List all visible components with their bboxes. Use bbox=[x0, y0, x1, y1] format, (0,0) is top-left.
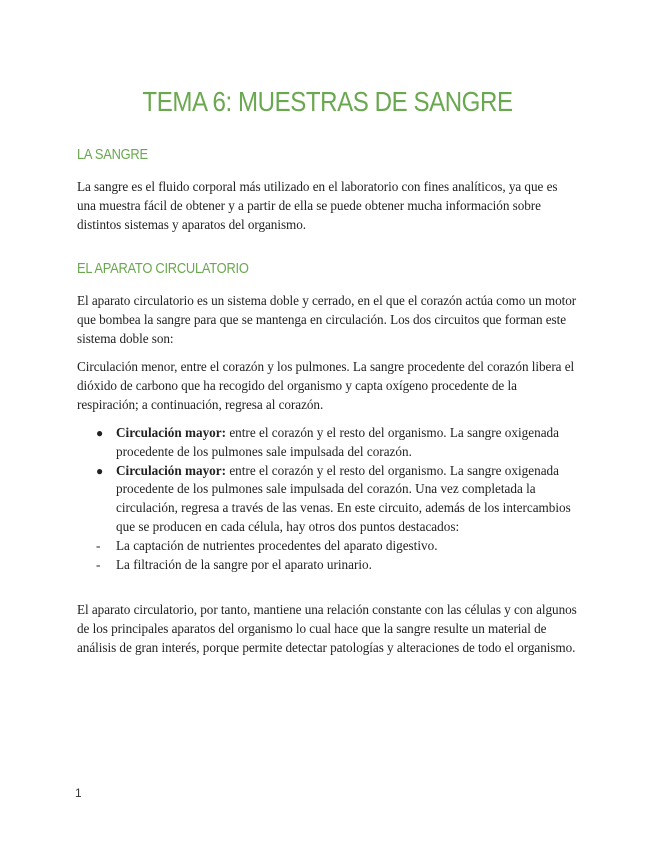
dash-marker: - bbox=[96, 537, 101, 553]
bullet-bold-label: Circulación mayor: bbox=[116, 462, 227, 478]
section-heading-aparato-circulatorio: EL APARATO CIRCULATORIO bbox=[77, 260, 249, 277]
dash-text: La filtración de la sangre por el aparato urinario. bbox=[116, 556, 372, 572]
bullet-bold-label: Circulación mayor: bbox=[116, 425, 227, 440]
bullet-text: entre el corazón y el resto del organismo. La sangre oxigenada procedente de los pulmones sale impulsada del corazón. bbox=[116, 425, 559, 459]
section-heading-la-sangre: LA SANGRE bbox=[77, 146, 148, 163]
dash-marker: - bbox=[96, 556, 101, 572]
bullet-marker: ● bbox=[96, 426, 104, 440]
paragraph-aparato-intro: El aparato circulatorio es un sistema doble y cerrado, en el que el corazón actúa como un motor que bombea la sangre para que se mantenga en circulación. Los dos circuitos que forman este sistema doble son: bbox=[77, 293, 577, 346]
paragraph-la-sangre: La sangre es el fluido corporal más utilizado en el laboratorio con fines analíticos, ya que es una muestra fácil de obtener y a partir de ella se puede obtener mucha información sobre distintos sistemas y aparatos del organismo. bbox=[77, 179, 558, 232]
dash-text: La captación de nutrientes procedentes del aparato digestivo. bbox=[116, 537, 438, 553]
paragraph-closing: El aparato circulatorio, por tanto, mantiene una relación constante con las células y con algunos de los principales aparatos del organismo lo cual hace que la sangre resulte un material de análisis de gran interés, porque permite detectar patologías y alteraciones de todo el organismo. bbox=[77, 602, 577, 655]
list-item bbox=[77, 537, 579, 556]
list-item bbox=[77, 424, 579, 462]
document-title: TEMA 6: MUESTRAS DE SANGRE bbox=[142, 86, 513, 117]
bullet-text: entre el corazón y el resto del organismo. La sangre oxigenada procedente de los pulmones sale impulsada del corazón. Una vez completada la circulación, regresa a través de las venas. En este circuito, además de los intercambios que se producen en cada célula, hay otros dos puntos destacados: bbox=[116, 462, 571, 534]
bullet-list bbox=[77, 424, 579, 574]
page-number: 1 bbox=[75, 786, 82, 800]
list-item bbox=[77, 556, 579, 575]
paragraph-circulacion-menor: Circulación menor, entre el corazón y los pulmones. La sangre procedente del corazón libera el dióxido de carbono que ha recogido del organismo y capta oxígeno procedente de la respiración; a continuación, regresa al corazón. bbox=[77, 359, 575, 412]
list-item bbox=[77, 462, 579, 537]
bullet-marker: ● bbox=[96, 463, 104, 478]
